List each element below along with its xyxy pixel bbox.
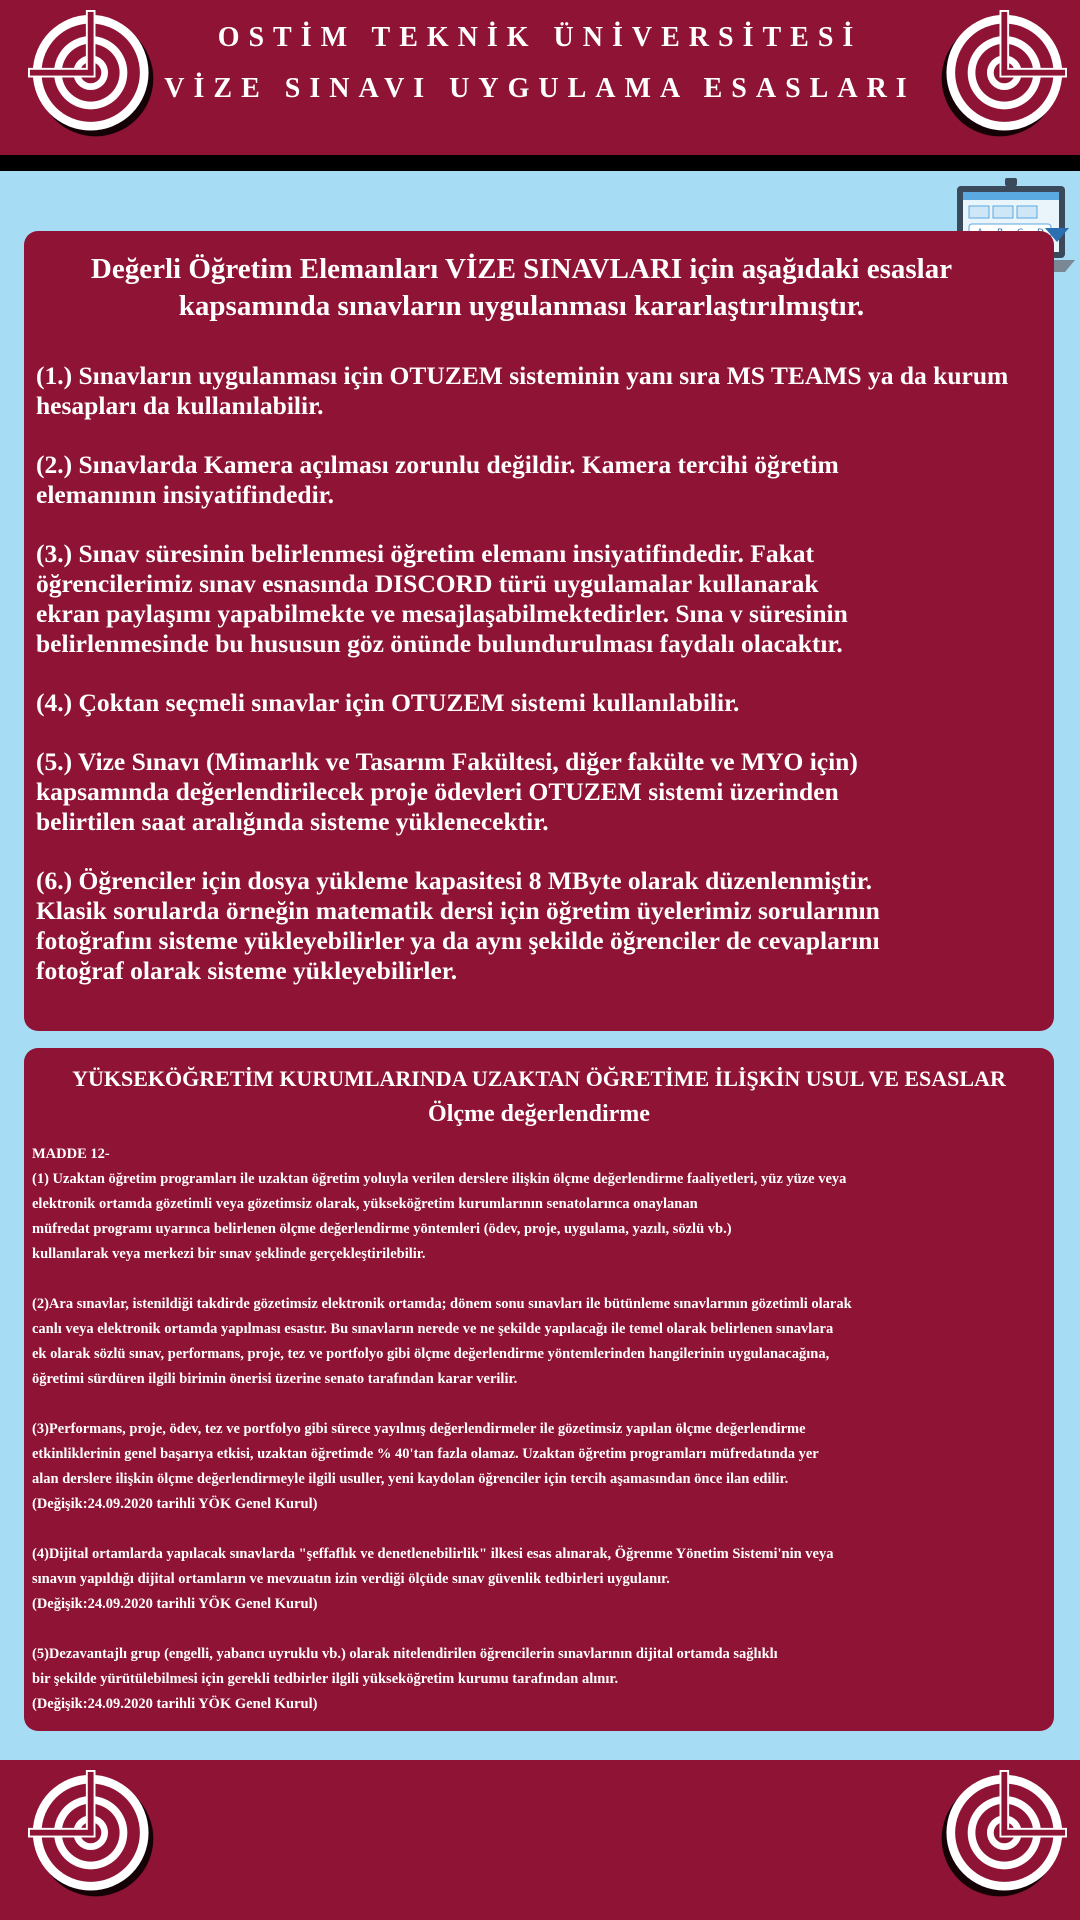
rule-item: (5.) Vize Sınavı (Mimarlık ve Tasarım Fakültesi, diğer fakülte ve MYO için) kapsamında değerlendirilecek proje ödevleri OTUZEM sistemi üzerinden belirtilen saat aralığında sisteme yüklenecektir. xyxy=(36,747,858,836)
regulation-paragraph: (5)Dezavantajlı grup (engelli, yabancı uyruklu vb.) olarak nitelendirilen öğrencilerin sınavlarının dijital ortamda sağlıklı bir şekilde yürütülebilmesi için gerekli tedbirler ilgili yükseköğretim kurumu tarafından alınır. (Değişik:24.09.2020 tarihli YÖK Genel Kurul) xyxy=(32,1646,778,1712)
header-shadow xyxy=(0,155,1080,171)
university-logo-icon xyxy=(28,10,163,145)
regulation-body xyxy=(32,1142,1042,1742)
regulation-title: YÜKSEKÖĞRETİM KURUMLARINDA UZAKTAN ÖĞRETİME İLİŞKİN USUL VE ESASLAR xyxy=(72,1066,1006,1091)
regulation-paragraph: (4)Dijital ortamlarda yapılacak sınavlarda "şeffaflık ve denetlenebilirlik" ilkesi esas alınarak, Öğrenme Yönetim Sistemi'nin veya sınavın yapıldığı dijital ortamların ve mevzuatın izin verdiği ölçüde sınav güvenlik tedbirleri uygulanır. (Değişik:24.09.2020 tarihli YÖK Genel Kurul) xyxy=(32,1546,834,1612)
regulation-paragraph: (1) Uzaktan öğretim programları ile uzaktan öğretim yoluyla verilen derslere ilişkin ölçme değerlendirme faaliyetleri, yüz yüze veya elektronik ortamda gözetimli veya gözetimsiz olarak, yükseköğretim kurumlarının senatolarınca onaylanan müfredat programı uyarınca belirlenen ölçme değerlendirme yöntemleri (ödev, proje, uygulama, yazılı, sözlü vb.) kullanılarak veya merkezi bir sınav şeklinde gerçekleştirilebilir. xyxy=(32,1171,847,1262)
rule-item: (2.) Sınavlarda Kamera açılması zorunlu değildir. Kamera tercihi öğretim elemanının insiyatifindedir. xyxy=(36,450,839,509)
intro-text: Değerli Öğretim Elemanları VİZE SINAVLARI için aşağıdaki esaslar kapsamında sınavların uygulanması kararlaştırılmıştır. xyxy=(90,253,953,322)
university-logo-icon xyxy=(28,1770,163,1905)
university-logo-icon xyxy=(932,10,1067,145)
university-logo-icon xyxy=(932,1770,1067,1905)
header-title-exam-rules: VİZE SINAVI UYGULAMA ESASLARI xyxy=(164,73,916,104)
footer-banner xyxy=(0,1760,1080,1920)
regulation-paragraph: (3)Performans, proje, ödev, tez ve portfolyo gibi sürece yayılmış değerlendirmeler ile gözetimsiz yapılan ölçme değerlendirme etkinliklerinin genel başarıya etkisi, uzaktan öğretimde % 40'tan fazla olamaz. Uzaktan öğretim programları müfredatında yer alan derslere ilişkin ölçme değerlendirmeyle ilgili usuller, yeni kaydolan öğrenciler için tercih aşamasından önce ilan edilir. (Değişik:24.09.2020 tarihli YÖK Genel Kurul) xyxy=(32,1421,819,1512)
rules-list xyxy=(36,361,1076,1015)
rule-item: (4.) Çoktan seçmeli sınavlar için OTUZEM sistemi kullanılabilir. xyxy=(36,688,740,717)
header-title-university: OSTİM TEKNİK ÜNİVERSİTESİ xyxy=(217,22,863,53)
article-number: MADDE 12- xyxy=(32,1146,110,1162)
exam-rules-panel xyxy=(24,231,1054,1031)
regulation-paragraph: (2)Ara sınavlar, istenildiği takdirde gözetimsiz elektronik ortamda; dönem sonu sınavları ile bütünleme sınavlarının gözetimli olarak canlı veya elektronik ortamda yapılması esastır. Bu sınavların nerede ve ne şekilde yapılacağı ile temel olarak belirlenen sınavlara ek olarak sözlü sınav, performans, proje, tez ve portfolyo gibi ölçme değerlendirme yöntemlerinden hangilerinin uygulanacağına, öğretimi sürdüren ilgili birimin önerisi üzerine senato tarafından karar verilir. xyxy=(32,1296,852,1387)
rule-item: (1.) Sınavların uygulanması için OTUZEM sisteminin yanı sıra MS TEAMS ya da kurum hesapları da kullanılabilir. xyxy=(36,361,1009,420)
header-banner xyxy=(0,0,1080,155)
regulation-panel xyxy=(24,1048,1054,1731)
rule-item: (3.) Sınav süresinin belirlenmesi öğretim elemanı insiyatifindedir. Fakat öğrencilerimiz sınav esnasında DISCORD türü uygulamalar kullanarak ekran paylaşımı yapabilmekte ve mesajlaşabilmektedirler. Sına v süresinin belirlenmesinde bu hususun göz önünde bulundurulması faydalı olacaktır. xyxy=(36,539,848,658)
regulation-subtitle: Ölçme değerlendirme xyxy=(428,1101,650,1127)
rule-item: (6.) Öğrenciler için dosya yükleme kapasitesi 8 MByte olarak düzenlenmiştir. Klasik sorularda örneğin matematik dersi için öğretim üyelerimiz sorularının fotoğrafını sisteme yükleyebilirler ya da aynı şekilde öğrenciler de cevaplarını fotoğraf olarak sisteme yükleyebilirler. xyxy=(36,866,880,985)
